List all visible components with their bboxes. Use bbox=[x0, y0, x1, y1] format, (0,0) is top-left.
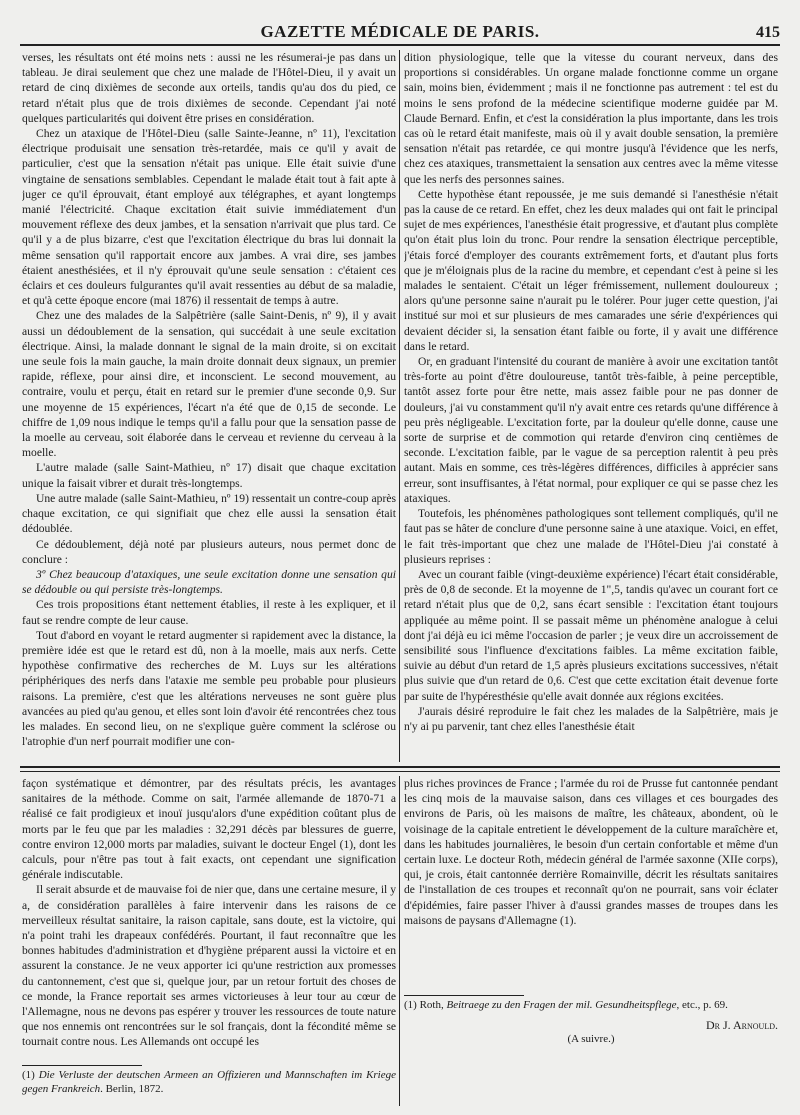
footnote-source: , etc., p. 69. bbox=[676, 999, 728, 1011]
paragraph: Or, en graduant l'intensité du courant de manière à avoir une excitation tantôt très-forte au point d'être douloureuse, tantôt très-faible, à peine perceptible, tantôt assez forte pour être nette, mais assez faible pour ne pas donner de douleurs, j'ai vu constamment qu'il n'y avait entre ces retards qu'une différence à peu près négligeable. L'excitation forte, par la douleur qu'elle donne, cause une sorte de surprise et de commotion qui retarde d'environ cinq centièmes de seconde. L'excitation faible, par le vague de sa perception ralentit à peu près autant. Mais en somme, ces très-légères différences, difficiles à apprécier sans erreur, sont insuffisantes, à l'état normal, pour expliquer ce qui se passe chez les ataxiques. bbox=[404, 355, 778, 505]
paragraph: façon systématique et démontrer, par des résultats précis, les avantages sanitaires de la méthode. Comme on sait, l'armée allemande de 1870-71 a réalisé ce fait prodigieux et inouï jusqu'alors d'une expédition coûtant plus de morts par le feu que par les maladies : 32,291 décès par blessures de guerre, contre environ 12,000 morts par maladies, suivant le docteur Engel (1), dont les calculs, pour n'être pas tout à fait exacts, ont cependant une signification générale indiscutable. bbox=[22, 777, 396, 882]
footnote bbox=[22, 1068, 396, 1096]
paragraph: dition physiologique, telle que la vitesse du courant nerveux, dans des proportions si considérables. Un organe malade fonctionne comme un organe sain, moins bien, évidemment ; mais il ne fonctionne pas autrement : tel est du moins le sens profond de la médecine scientifique moderne guidée par M. Claude Bernard. Enfin, et c'est la considération la plus importante, dans les trois cas où le retard était manifeste, mais où il y avait double sensation, la première sensation n'était pas retardée, ce qui montre jusqu'à l'évidence que les nerfs, chez ces ataxiques, transmettaient la sensation aux centres avec la même vitesse que les nerfs des personnes saines. bbox=[404, 51, 778, 186]
footnote-title: Die Verluste der deutschen Armeen an Offizieren und Mannschaften im Kriege gegen Frankreich bbox=[22, 1069, 396, 1095]
column-divider-bottom bbox=[399, 776, 400, 1106]
paragraph: Tout d'abord en voyant le retard augmenter si rapidement avec la distance, la première idée est que le retard est dû, non à la moelle, mais aux nerfs. Cette hypothèse confirmative des recherches de M. Luys sur les altérations périphériques des nerfs dans l'ataxie me semble peu probable pour plusieurs raisons. La première, c'est que les altérations nerveuses ne sont guère plus avancées au pied qu'au genou, et elles sont loin d'avoir été rencontrées chez tous les malades. En second lieu, on ne s'explique guère comment la sclérose ou l'atrophie d'un nerf pourrait modifier une con- bbox=[22, 628, 396, 749]
footnote-right bbox=[404, 998, 778, 1068]
to-be-continued: (A suivre.) bbox=[567, 1033, 615, 1045]
paragraph: J'aurais désiré reproduire le fait chez les malades de la Salpêtrière, mais je n'y ai pu parvenir, tant chez elles l'anesthésie était bbox=[404, 704, 778, 733]
column-divider-top bbox=[399, 50, 400, 762]
footnote-title: Beitraege zu den Fragen der mil. Gesundheitspflege bbox=[446, 999, 677, 1011]
paragraph: Une autre malade (salle Saint-Mathieu, nº 19) ressentait un contre-coup après chaque excitation, ce qui signifiait que chez elle aussi la sensation était dédoublée. bbox=[22, 491, 396, 536]
section-rule-upper bbox=[20, 766, 780, 768]
footnote-marker: (1) Roth, bbox=[404, 999, 444, 1011]
section-rule-lower bbox=[20, 771, 780, 772]
conclusion-italic bbox=[22, 567, 396, 597]
feuilleton-column-right bbox=[404, 776, 778, 991]
page-number: 415 bbox=[756, 24, 780, 41]
page-header bbox=[0, 0, 800, 50]
paragraph: Chez un ataxique de l'Hôtel-Dieu (salle Sainte-Jeanne, nº 11), l'excitation électrique produisait une sensation très-retardée, mais ce qu'il y avait de particulier, c'est que la sensation n'était pas unique. Elle était suivie d'une vingtaine de sensations semblables. Cependant le malade était tout à fait apte à juger ce qu'il éprouvait, étant employé aux télégraphes, et ayant longtemps manié l'électricité. Chaque excitation était suivie immédiatement d'un mouvement réflexe des deux jambes, et la sensation n'arrivait que plus tard. Ce qu'il y a de plus bizarre, c'est que l'excitation électrique du bras lui donnait la même sensation qu'il rapportait encore aux jambes. A vrai dire, ses jambes étaient anesthésiées, et il n'y éprouvait qu'une seule sensation : c'étaient ces éclairs et ces douleurs fulgurantes qu'il avait ressenties au début de sa maladie, et qu'à cette époque encore (mai 1876) il ressentait de temps à autre. bbox=[22, 127, 396, 308]
footnote bbox=[404, 998, 778, 1012]
footnote-rule-left bbox=[22, 1065, 142, 1066]
header-rule bbox=[20, 44, 780, 46]
author-signature: Dr J. Arnould. bbox=[705, 1018, 778, 1032]
paragraph: plus riches provinces de France ; l'armée du roi de Prusse fut cantonnée pendant les cinq mois de la mauvaise saison, dans ces villages et ces bourgades des environs de Paris, où les maisons de maître, les châteaux, abondent, où le voisinage de la capitale entretient le développement de la culture maraîchère et, dans les habitudes journalières, le besoin d'un certain confortable et même d'un certain luxe. Le docteur Roth, médecin général de l'armée saxonne (XIIe corps), qui, je crois, était cantonnée derrière Romainville, décrit les résultats sanitaires de l'installation de ces troupes et reconnaît qu'on ne pourrait, sans voir éclater d'épidémies, faire passer l'hiver à d'aussi grandes masses de troupes dans les maisons de paysans d'Allemagne (1). bbox=[404, 777, 778, 927]
footnote-marker: (1) bbox=[22, 1069, 35, 1081]
paragraph: Ce dédoublement, déjà noté par plusieurs auteurs, nous permet donc de conclure : bbox=[22, 537, 396, 566]
paragraph: verses, les résultats ont été moins nets : aussi ne les résumerai-je pas dans un tableau. Je dirai seulement que chez une malade de l'Hôtel-Dieu, il y avait un retard de cinq dixièmes de seconde aux orteils, tandis qu'au dos du pied, ce retard n'était plus que de trois dixièmes de seconde. Cependant j'ai noté quelques particularités qui doivent être prises en considération. bbox=[22, 51, 396, 125]
article-column-left bbox=[22, 50, 396, 762]
paragraph: Avec un courant faible (vingt-deuxième expérience) l'écart était considérable, près de 0,8 de seconde. Et la moyenne de 1",5, tandis qu'avec un courant fort ce retard n'était plus que de 0,2, sans écart sensible : l'excitation étant toujours appliquée au même point. Il se passait même un phénomène analogue à celui dont j'ai déjà eu ici même l'occasion de parler ; je veux dire un accroissement de sensibilité sous l'influence d'excitations faibles. La même excitation faible, suivie au début d'un retard de 1,5 après plusieurs excitations successives, n'était plus suivie que d'un retard de 0,6. C'est que cette excitation était devenue forte par suite de l'hypéresthésie qu'elle avait donnée aux régions excitées. bbox=[404, 567, 778, 703]
footnote-left bbox=[22, 1068, 396, 1110]
paragraph: L'autre malade (salle Saint-Mathieu, nº 17) disait que chaque excitation unique la faisait vibrer et durait très-longtemps. bbox=[22, 461, 396, 490]
journal-title: GAZETTE MÉDICALE DE PARIS. bbox=[260, 22, 540, 41]
paragraph: Ces trois propositions étant nettement établies, il reste à les expliquer, et il faut se rendre compte de leur cause. bbox=[22, 598, 396, 627]
footnote-source: . Berlin, 1872. bbox=[100, 1083, 164, 1095]
paragraph: Toutefois, les phénomènes pathologiques sont tellement compliqués, qu'il ne faut pas se hâter de conclure d'une personne saine à une ataxique. Voici, en effet, le fait très-important que chez une malade de l'Hôtel-Dieu j'ai constaté à plusieurs reprises : bbox=[404, 507, 778, 566]
article-column-right bbox=[404, 50, 778, 762]
feuilleton-column-left bbox=[22, 776, 396, 1061]
paragraph: Chez une des malades de la Salpêtrière (salle Saint-Denis, nº 9), il y avait aussi un dédoublement de la sensation, qui succédait à une seule excitation électrique. Ainsi, la malade donnant le signal de la main droite, si on excitait une seule fois la main gauche, la main droite donnait deux signaux, un premier rapide, réflexe, pour ainsi dire, et inconscient. Le second mouvement, au contraire, voulu et perçu, était en retard sur le premier d'une seconde 0,9. Sur une moyenne de 15 expériences, l'écart n'a été que de 0,15 de seconde. Le chiffre de 1,09 nous indique le temps qu'il a fallu pour que la sensation passe de la moelle au cerveau, soit élaborée dans le cerveau et revienne du cerveau à la moelle. bbox=[22, 309, 396, 460]
paragraph: Il serait absurde et de mauvaise foi de nier que, dans une certaine mesure, il y a, de considération parallèles à faire intervenir dans les raisons de ce merveilleux résultat sanitaire, la raison capitale, sans doute, est la victoire, qui n'a point trahi les drapeaux confédérés. Pourtant, il faut reconnaître que les bonnes habitudes d'administration et d'hygiène préparent aussi la victoire et en assurent la constance. Je ne veux apporter ici qu'une restriction aux promesses du cantonnement, c'est que si, quelque jour, par un retour fortuit des choses de ce monde, la France reportait ses armes victorieuses à leur tour au cœur de l'Allemagne, nous ne devons pas espérer y trouver les ressources de toute nature que nos ennemis ont rencontrées sur le sol français, dont la fécondité même se tournait contre nous. Les Allemands ont occupé les bbox=[22, 883, 396, 1049]
conclusion-text: 3º Chez beaucoup d'ataxiques, une seule excitation donne une sensation qui se dédouble ou qui persiste très-longtemps. bbox=[22, 567, 396, 597]
paragraph: Cette hypothèse étant repoussée, je me suis demandé si l'anesthésie n'était pas la cause de ce retard. En effet, chez les deux malades qui ont fait le principal sujet de mes expériences, l'anesthésie était progressive, et d'autant plus complète qu'on était plus loin du tronc. Pour rendre la sensation électrique perceptible, j'étais forcé d'employer des courants extrêmement forts, et d'autant plus forts que je m'éloignais plus de la racine du membre, et cependant c'est à peine si les malades le sentaient. C'était un léger frémissement, nullement douloureux ; alors qu'une personne saine n'aurait pu le tolérer. Pour juger cette question, j'ai institué sur moi et sur plusieurs de mes camarades une série d'expériences qui devaient décider si, la sensation étant faible ou forte, il y avait une différence dans le retard. bbox=[404, 187, 778, 353]
footnote-rule-right bbox=[404, 995, 524, 996]
